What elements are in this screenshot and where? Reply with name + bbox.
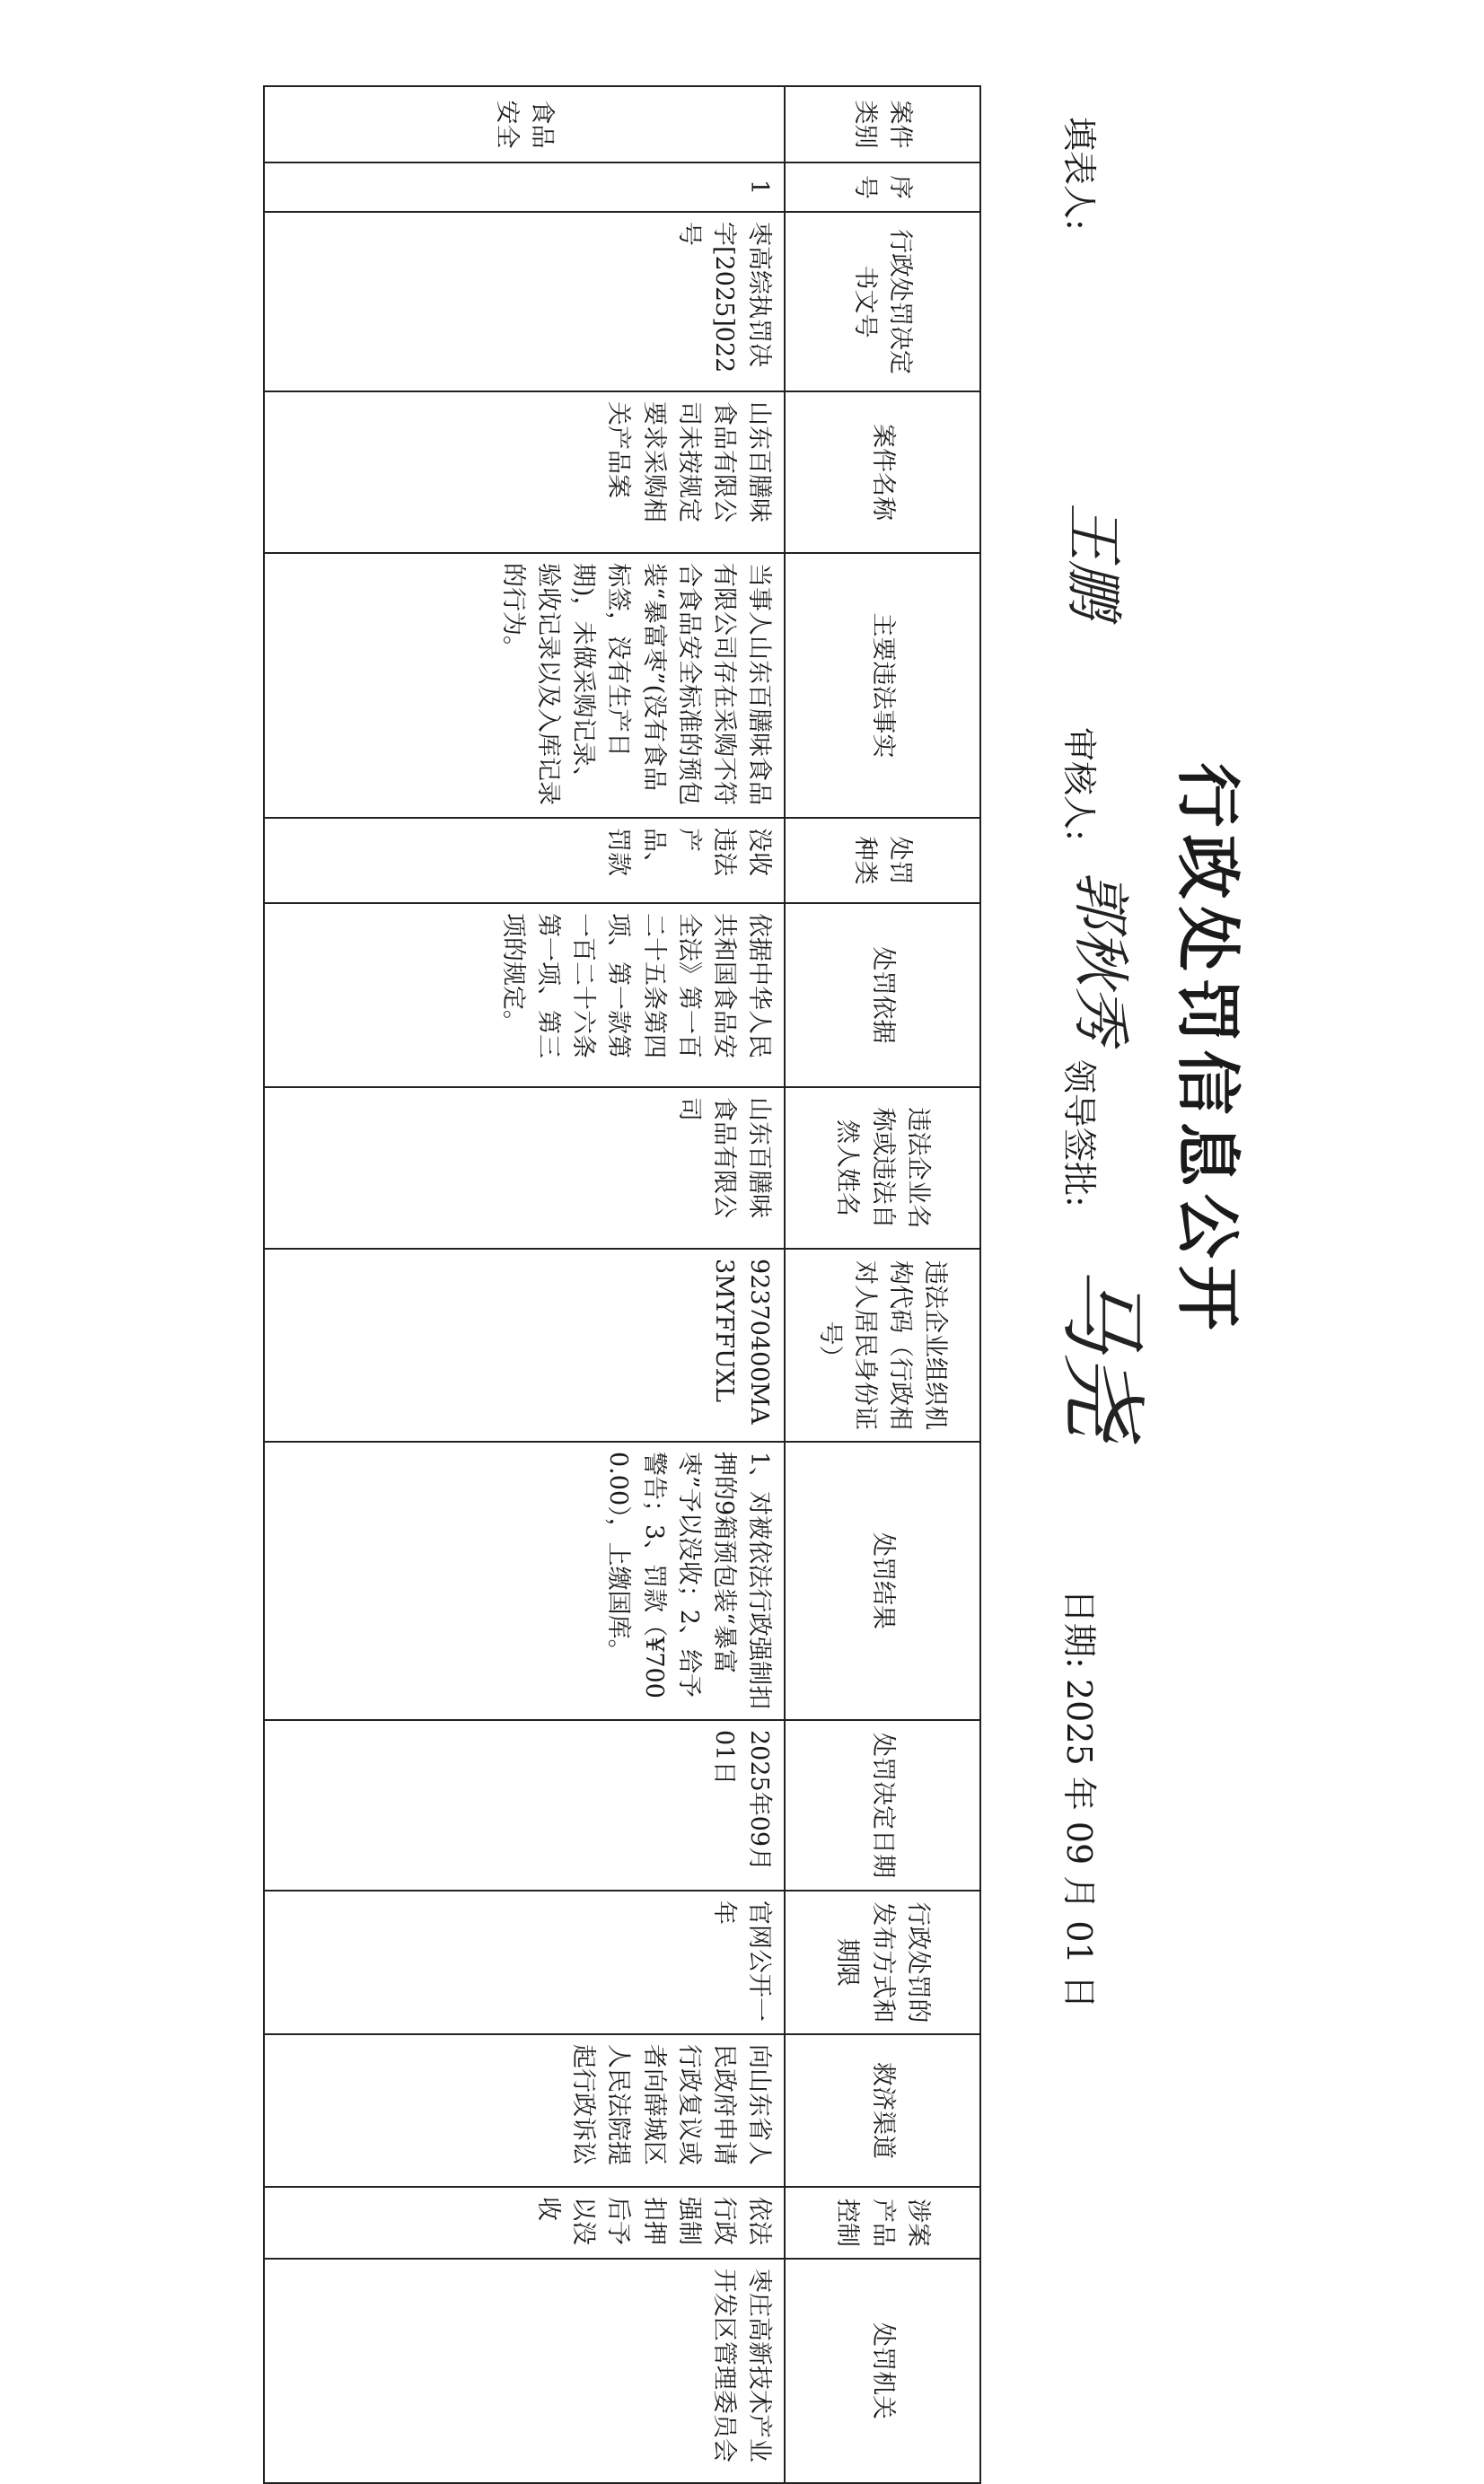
cell-doc-no: 枣高综执罚决字[2025]022号 [264,212,785,391]
col-header-party-name: 违法企业名称或违法自然人姓名 [785,1087,980,1249]
table-row [264,86,785,2483]
col-header-no: 序号 [785,162,980,212]
cell-basis: 依据中华人民共和国食品安全法》第一百二十五条第四项、第一款第一百二十六条第一项、第三项的规定。 [264,903,785,1087]
col-header-penalty-type: 处罚种类 [785,818,980,903]
cell-product-control: 依法行政强制扣押后予以没收 [264,2187,785,2259]
col-header-result: 处罚结果 [785,1442,980,1720]
col-header-remedy: 救济渠道 [785,2034,980,2187]
cell-org-code: 92370400MA3MYFFUXL [264,1249,785,1442]
table-header-row [785,86,980,2483]
cell-result: 1、对被依法行政强制扣押的9箱预包装“暴富枣”予以没收；2、给予警告；3、罚款（¥7000.00），上缴国库。 [264,1442,785,1720]
col-header-category: 案件类别 [785,86,980,162]
cell-no: 1 [264,162,785,212]
filler-signature: 王鹏 [1059,503,1126,618]
cell-decision-date: 2025年09月01日 [264,1720,785,1891]
page-title: 行政处罚信息公开 [1170,762,1246,1338]
penalty-table [263,85,981,2484]
cell-authority: 枣庄高新技术产业开发区管理委员会 [264,2259,785,2483]
col-header-case-name: 案件名称 [785,391,980,553]
leader-label: 领导签批: [1059,1059,1099,1207]
cell-remedy: 向山东省人民政府申请行政复议或者向薛城区人民法院提起行政诉讼 [264,2034,785,2187]
cell-party-name: 山东百膳味食品有限公司 [264,1087,785,1249]
col-header-facts: 主要违法事实 [785,553,980,818]
date-value: 2025 年 09 月 01 日 [1059,1679,1099,2009]
cell-case-name: 山东百膳味食品有限公司未按规定要求采购相关产品案 [264,391,785,553]
reviewer-label: 审核人: [1059,727,1099,841]
cell-penalty-type: 没收违法产品、罚款 [264,818,785,903]
col-header-product-control: 涉案产品控制 [785,2187,980,2259]
date-label: 日期: [1059,1589,1099,1669]
reviewer-signature: 郭秋秀 [1067,871,1133,1043]
col-header-decision-date: 处罚决定日期 [785,1720,980,1891]
cell-category: 食品安全 [264,86,785,162]
col-header-authority: 处罚机关 [785,2259,980,2483]
cell-facts: 当事人山东百膳味食品有限公司存在采购不符合食品安全标准的预包装“暴富枣”(没有食品标签，没有生产日期)，未做采购记录、验收记录以及入库记录的行为。 [264,553,785,818]
col-header-basis: 处罚依据 [785,903,980,1087]
col-header-publish: 行政处罚的发布方式和期限 [785,1891,980,2034]
col-header-org-code: 违法企业组织机构代码（行政相对人居民身份证号） [785,1249,980,1442]
col-header-doc-no: 行政处罚决定书文号 [785,212,980,391]
filler-label: 填表人: [1059,117,1099,231]
cell-publish: 官网公开一年 [264,1891,785,2034]
leader-signature: 马尧 [1051,1266,1152,1438]
